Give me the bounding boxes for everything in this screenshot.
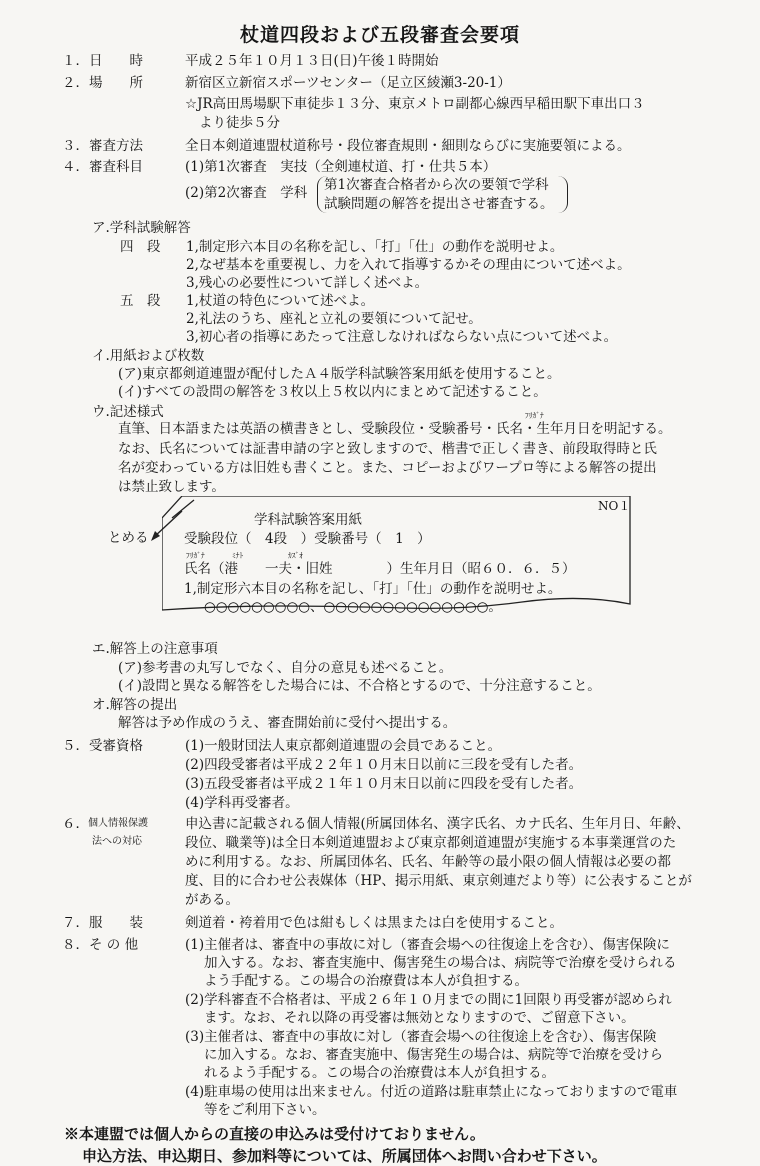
subjects-line1: (1)第1次審査 実技（全剣連杖道、打・仕共５本） — [185, 159, 497, 175]
venue-access-line1: ☆JR高田馬場駅下車徒歩１３分、東京メトロ副都心線西早稲田駅下車出口３ — [185, 96, 645, 112]
privacy-line3: めに利用する。なお、所属団体名、氏名、年齢等の最小限の個人情報は必要の都 — [185, 854, 671, 870]
answer-caution-1: (ア)参考書の丸写しでなく、自分の意見も述べること。 — [118, 660, 453, 676]
other-1a: (1)主催者は、審査中の事故に対し（審査会場への往復途上を含む）、傷害保険に — [185, 937, 670, 953]
section-method-label: ３．審査方法 — [62, 138, 143, 154]
section-privacy-label1: 個人情報保護 — [88, 818, 148, 829]
eligibility-3: (3)五段受審者は平成２１年１０月末日以前に四段を受有した者。 — [185, 776, 583, 792]
format-line1: 直筆、日本語または英語の横書きとし、受験段位・受験番号・氏名・生年月日を明記する。 — [118, 421, 672, 437]
sample-answer-circles: ○○○○○○○○○、○○○○○○○○○○○○○○。 — [204, 599, 502, 615]
other-4b: 等をご利用下さい。 — [204, 1102, 326, 1118]
subjects-brace-line1: 第1次審査合格者から次の要領で学科 — [324, 177, 549, 193]
yondan-q2: 2,なぜ基本を重要視し、力を入れて指導するかその理由について述べよ。 — [186, 257, 631, 273]
sample-sheet-number: NO１ — [598, 499, 631, 513]
section-method-text: 全日本剣道連盟杖道称号・段位審査規則・細則ならびに実施要領による。 — [185, 138, 631, 154]
page-title: 杖道四段および五段審査会要項 — [239, 24, 520, 46]
other-3a: (3)主催者は、審査中の事故に対し（審査会場への往復途上を含む）、傷害保険 — [185, 1029, 657, 1045]
format-line3: 名が変わっている方は旧姓も書くこと。また、コピーおよびワープロ等による解答の提出 — [118, 460, 657, 476]
sample-ruby-furigana: ﾌﾘｶﾞﾅ — [186, 551, 205, 560]
section-venue-text: 新宿区立新宿スポーツセンター（足立区綾瀬3-20-1） — [185, 75, 511, 91]
paper-rule-2: (イ)すべての設問の解答を３枚以上５枚以内にまとめて記述すること。 — [118, 384, 547, 400]
godan-q3: 3,初心者の指導にあたって注意しなければならない点について述べよ。 — [186, 329, 618, 345]
privacy-line1: 申込書に記載される個人情報(所属団体名、漢字氏名、カナ氏名、生年月日、年齢、 — [185, 816, 690, 832]
other-1b: 加入する。なお、審査実施中、傷害発生の場合は、病院等で治療を受けられる — [204, 955, 677, 971]
godan-label: 五 段 — [120, 293, 161, 309]
other-3b: に加入する。なお、審査実施中、傷害発生の場合は、病院等で治療を受けら — [204, 1047, 663, 1063]
other-2b: ます。なお、それ以降の再受審は無効となりますので、ご留意下さい。 — [204, 1010, 635, 1026]
paper-rule-1: (ア)東京都剣道連盟が配付したＡ４版学科試験答案用紙を使用すること。 — [118, 366, 561, 382]
section-date-label: １．日 時 — [62, 53, 143, 69]
subsection-u-heading: ウ.記述様式 — [92, 404, 164, 420]
format-line2: なお、氏名については証書申請の字と致しますので、楷書で正しく書き、前段取得時と氏 — [118, 441, 657, 457]
sample-name-dob: 氏名（港 一夫・旧姓 ）生年月日（昭６０．６．５） — [184, 561, 576, 577]
privacy-line4: 度、目的に合わせ公表媒体（HP、掲示用紙、東京剣連だより等）に公表することが — [185, 873, 692, 889]
godan-q1: 1,杖道の特色について述べよ。 — [186, 293, 375, 309]
privacy-line5: がある。 — [185, 892, 239, 908]
section-privacy-number: ６． — [62, 816, 89, 832]
attire-text: 剣道着・袴着用で色は紺もしくは黒または白を使用すること。 — [185, 915, 563, 931]
furigana-ruby: ﾌﾘｶﾞﾅ — [525, 411, 544, 420]
yondan-q3: 3,残心の必要性について詳しく述べよ。 — [186, 275, 429, 291]
other-3c: れるよう手配する。この場合の治療費は本人が負担する。 — [204, 1065, 555, 1081]
submission-text: 解答は予め作成のうえ、審査開始前に受付へ提出する。 — [118, 715, 457, 731]
subsection-e-heading: エ.解答上の注意事項 — [92, 641, 218, 657]
sample-ruby-kazuo: ｶｽﾞｵ — [288, 551, 303, 560]
section-venue-label: ２．場 所 — [62, 75, 143, 91]
subsection-a-heading: ア.学科試験解答 — [92, 220, 191, 236]
notice-individual: ※本連盟では個人からの直接の申込みは受付けておりません。 — [64, 1125, 485, 1143]
venue-access-line2: より徒歩５分 — [199, 115, 280, 131]
sample-rank-number: 受験段位（ 4段 ）受験番号（ 1 ） — [184, 531, 431, 547]
subjects-line2: (2)第2次審査 学科 — [185, 185, 308, 201]
sample-question: 1,制定形六本目の名称を記し、「打」「仕」の動作を説明せよ。 — [184, 581, 562, 597]
privacy-line2: 段位、職業等)は全日本剣道連盟および東京都剣道連盟が実施する本事業運営のた — [185, 835, 677, 851]
yondan-label: 四 段 — [120, 239, 161, 255]
sample-sheet-title: 学科試験答案用紙 — [254, 512, 362, 528]
section-privacy-label2: 法への対応 — [92, 836, 142, 847]
other-1c: よう手配する。この場合の治療費は本人が負担する。 — [204, 973, 528, 989]
section-subjects-label: ４．審査科目 — [62, 159, 143, 175]
eligibility-2: (2)四段受審者は平成２２年１０月末日以前に三段を受有した者。 — [185, 757, 583, 773]
godan-q2: 2,礼法のうち、座礼と立礼の要領について記せ。 — [186, 311, 482, 327]
subsection-i-heading: イ.用紙および枚数 — [92, 348, 205, 364]
subjects-brace-line2: 試験問題の解答を提出させ審査する。 — [324, 196, 554, 212]
other-4a: (4)駐車場の使用は出来ません。付近の道路は駐車禁止になっておりますので電車 — [185, 1084, 678, 1100]
section-eligibility-label: ５．受審資格 — [62, 738, 143, 754]
section-other-label: ８．そ の 他 — [62, 937, 139, 953]
staple-label: とめる — [108, 530, 149, 546]
answer-caution-2: (イ)設問と異なる解答をした場合には、不合格とするので、十分注意すること。 — [118, 678, 601, 694]
section-date-text: 平成２５年１０月１３日(日)午後１時開始 — [185, 53, 439, 69]
subsection-o-heading: オ.解答の提出 — [92, 697, 178, 713]
format-line4: は禁止致します。 — [118, 479, 225, 495]
other-2a: (2)学科審査不合格者は、平成２６年１０月までの間に1回限り再受審が認められ — [185, 992, 672, 1008]
sample-ruby-minato: ﾐﾅﾄ — [232, 551, 244, 560]
notice-inquiry: 申込方法、申込期日、参加料等については、所属団体へお問い合わせ下さい。 — [82, 1147, 607, 1165]
yondan-q1: 1,制定形六本目の名称を記し、「打」「仕」の動作を説明せよ。 — [186, 239, 564, 255]
section-attire-label: ７．服 装 — [62, 915, 143, 931]
eligibility-1: (1)一般財団法人東京都剣道連盟の会員であること。 — [185, 738, 502, 754]
eligibility-4: (4)学科再受審者。 — [185, 795, 299, 811]
